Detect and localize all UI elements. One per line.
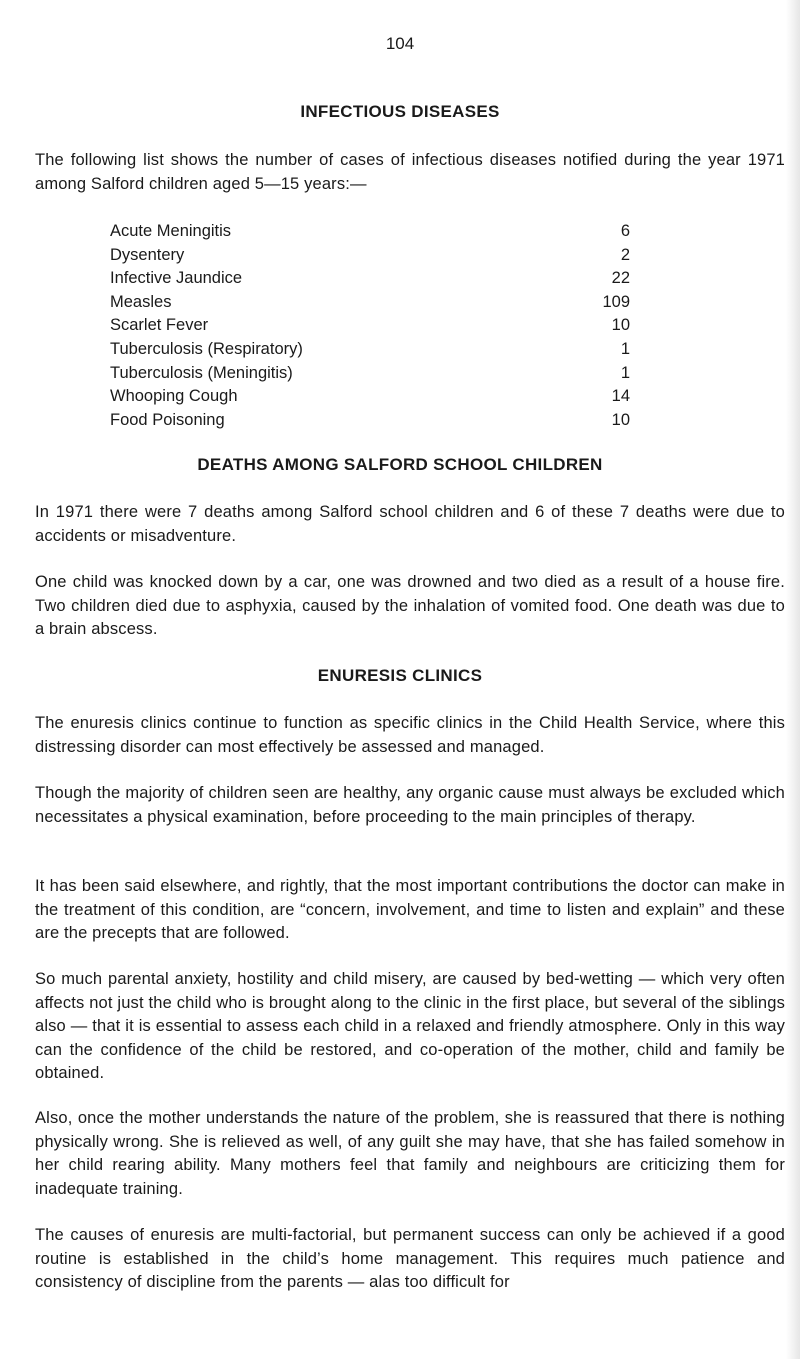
- disease-row: [110, 291, 630, 315]
- disease-name: Tuberculosis (Respiratory): [110, 339, 303, 358]
- infectious-diseases-list: [110, 220, 630, 432]
- deaths-paragraph: In 1971 there were 7 deaths among Salford school children and 6 of these 7 deaths were due to accidents or misadventure.: [35, 503, 785, 545]
- disease-count: 2: [620, 245, 630, 264]
- infectious-diseases-heading: INFECTIOUS DISEASES: [300, 102, 500, 121]
- disease-count: 109: [602, 292, 630, 311]
- disease-row: [110, 267, 630, 291]
- disease-count: 10: [611, 410, 630, 429]
- page-number: 104: [385, 34, 415, 53]
- disease-count: 14: [611, 387, 630, 406]
- disease-name: Food Poisoning: [110, 410, 225, 429]
- disease-row: [110, 244, 630, 268]
- deaths-paragraph: One child was knocked down by a car, one was drowned and two died as a result of a house fire. Two children died due to asphyxia, caused by the inhalation of vomited food. One death was due to a brain abscess.: [35, 573, 785, 638]
- disease-row: [110, 314, 630, 338]
- disease-name: Infective Jaundice: [110, 269, 243, 288]
- disease-count: 6: [620, 222, 630, 240]
- enuresis-paragraph: Though the majority of children seen are healthy, any organic cause must always be excluded which necessitates a physical examination, before proceeding to the main principles of therapy.: [35, 784, 785, 826]
- disease-row: [110, 362, 630, 386]
- enuresis-paragraph: It has been said elsewhere, and rightly, that the most important contributions the doctor can make in the treatment of this condition, are “concern, involvement, and time to listen and explain” and these are the precepts that are followed.: [35, 877, 785, 942]
- disease-row: [110, 220, 630, 244]
- disease-count: 22: [611, 269, 630, 288]
- disease-name: Tuberculosis (Meningitis): [110, 363, 293, 382]
- disease-row: [110, 409, 630, 433]
- disease-count: 10: [611, 316, 630, 335]
- disease-row: [110, 338, 630, 362]
- enuresis-paragraph: The enuresis clinics continue to function as specific clinics in the Child Health Service, where this distressing disorder can most effectively be assessed and managed.: [35, 714, 785, 756]
- deaths-heading: DEATHS AMONG SALFORD SCHOOL CHILDREN: [197, 455, 603, 474]
- infectious-diseases-intro: The following list shows the number of cases of infectious diseases notified during the year 1971 among Salford children aged 5—15 years:—: [35, 151, 785, 193]
- disease-name: Acute Meningitis: [110, 222, 232, 240]
- disease-count: 1: [620, 339, 630, 358]
- disease-name: Whooping Cough: [110, 387, 238, 406]
- disease-name: Dysentery: [110, 245, 185, 264]
- enuresis-paragraph: The causes of enuresis are multi-factorial, but permanent success can only be achieved if a good routine is established in the child’s home management. This requires much patience and consistency of discipline from the parents — alas too difficult for: [35, 1226, 785, 1291]
- enuresis-paragraph: Also, once the mother understands the nature of the problem, she is reassured that there is nothing physically wrong. She is relieved as well, of any guilt she may have, that she has failed somehow in her child rearing ability. Many mothers feel that family and neighbours are criticizing them for inadequate training.: [35, 1109, 785, 1198]
- disease-row: [110, 385, 630, 409]
- disease-name: Scarlet Fever: [110, 316, 209, 335]
- enuresis-heading: ENURESIS CLINICS: [317, 666, 483, 685]
- disease-name: Measles: [110, 292, 172, 311]
- page-edge-shadow: [786, 0, 800, 1359]
- disease-count: 1: [620, 363, 630, 382]
- enuresis-paragraph: So much parental anxiety, hostility and child misery, are caused by bed-wetting — which very often affects not just the child who is brought along to the clinic in the first place, but several of the siblings also — that it is essential to assess each child in a relaxed and friendly atmosphere. Only in this way can the confidence of the child be restored, and co-operation of the mother, child and family be obtained.: [35, 970, 785, 1082]
